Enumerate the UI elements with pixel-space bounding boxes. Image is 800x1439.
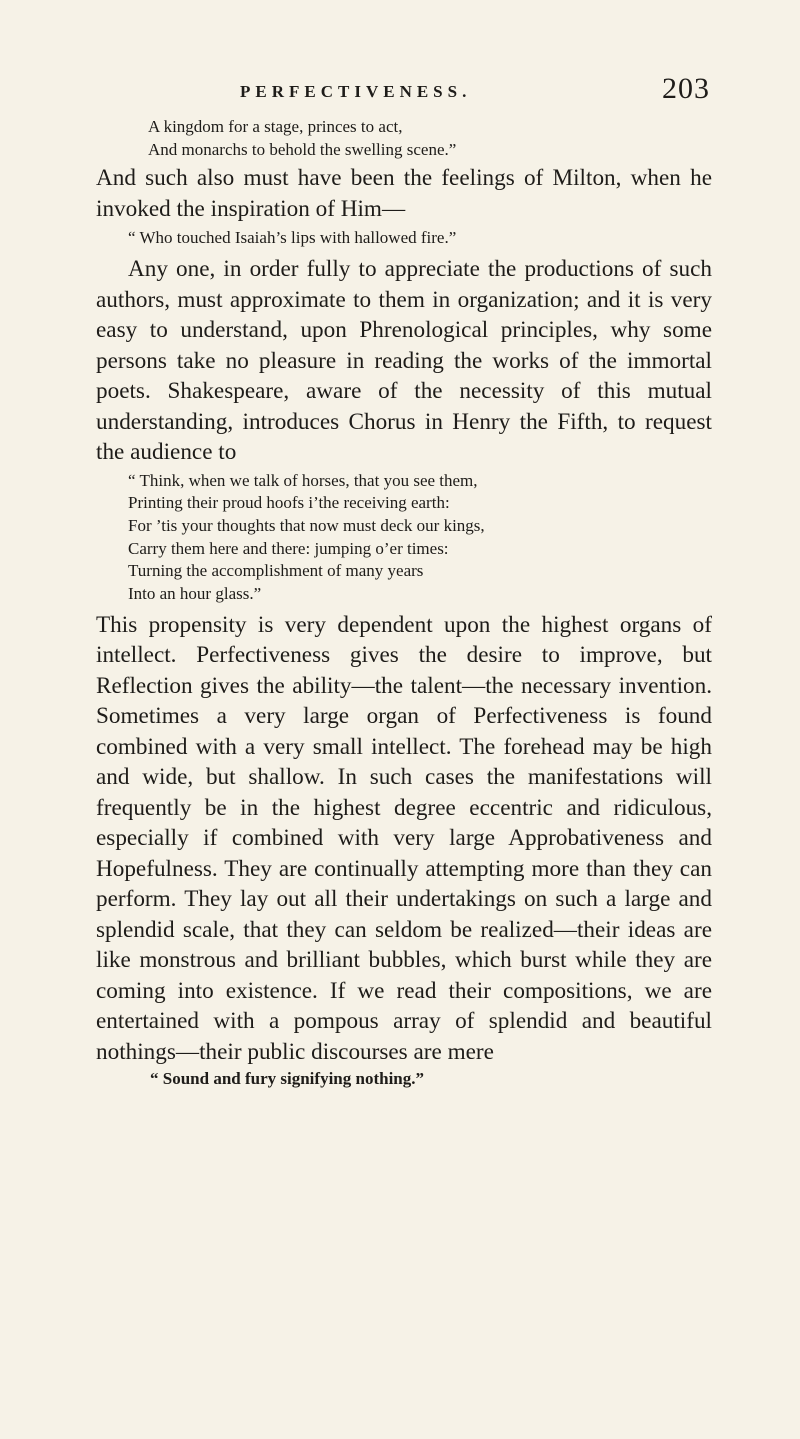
verse-line: Into an hour glass.” bbox=[128, 584, 262, 604]
verse-line: Turning the accomplishment of many years bbox=[128, 561, 424, 581]
verse-line: And monarchs to behold the swelling scene.” bbox=[148, 139, 457, 159]
verse-quote-sound-and-fury bbox=[96, 1067, 712, 1091]
running-head: PERFECTIVENESS. bbox=[240, 82, 472, 101]
page-body bbox=[96, 113, 712, 1091]
verse-line: For ’tis your thoughts that now must deck our kings, bbox=[128, 516, 485, 536]
verse-line: A kingdom for a stage, princes to act, bbox=[148, 117, 403, 136]
page-number: 203 bbox=[662, 72, 710, 105]
paragraph-propensity: This propensity is very dependent upon the highest organs of intellect. Perfectiveness gives the desire to improve, but Reflection gives the ability—the talent—the necessary invention. Sometimes a very large organ of Perfectiveness is found combined with a very small intellect. The forehead may be high and wide, but shallow. In such cases the manifestations will frequently be in the highest degree eccentric and ridiculous, especially if combined with very large Approbativeness and Hopefulness. They are continually attempting more than they can perform. They lay out all their undertakings on such a large and splendid scale, that they can seldom be realized—their ideas are like monstrous and brilliant bubbles, which burst while they are coming into existence. If we read their compositions, we are entertained with a pompous array of splendid and beautiful nothings—their public discourses are mere bbox=[96, 611, 712, 1065]
verse-quote-isaiah bbox=[96, 224, 712, 252]
verse-line: Carry them here and there: jumping o’er times: bbox=[128, 538, 449, 558]
paragraph-milton: And such also must have been the feelings of Milton, when he invoked the inspiration of Him— bbox=[96, 165, 712, 222]
verse-line: Printing their proud hoofs i’the receiving earth: bbox=[128, 493, 450, 513]
verse-line: “ Who touched Isaiah’s lips with hallowed fire.” bbox=[128, 228, 457, 248]
page-header bbox=[96, 72, 710, 112]
verse-line: “ Sound and fury signifying nothing.” bbox=[150, 1069, 424, 1089]
verse-quote-henry-v bbox=[96, 468, 712, 608]
paragraph-appreciate: Any one, in order fully to appreciate the productions of such authors, must approximate to them in organization; and it is very easy to understand, upon Phrenological principles, why some persons take no pleasure in reading the works of the immortal poets. Shakespeare, aware of the necessity of this mutual understanding, introduces Chorus in Henry the Fifth, to request the audience to bbox=[96, 256, 712, 466]
verse-line: “ Think, when we talk of horses, that you see them, bbox=[128, 470, 478, 490]
verse-quote-kingdom bbox=[96, 113, 712, 163]
